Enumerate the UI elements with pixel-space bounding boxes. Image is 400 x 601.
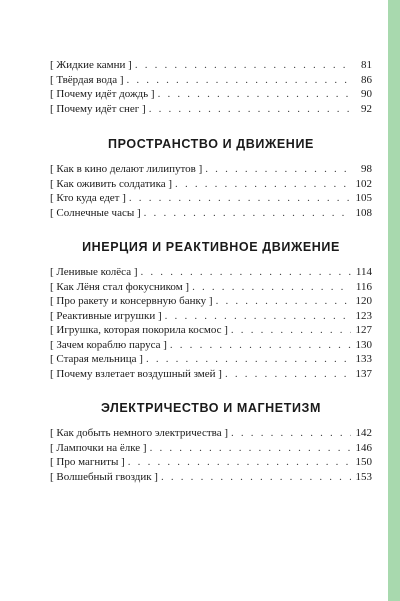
entry-page-number: 130 bbox=[355, 338, 372, 351]
entry-title: [ Зачем кораблю паруса ] bbox=[50, 338, 167, 351]
entry-page-number: 116 bbox=[355, 280, 372, 293]
dot-leader bbox=[141, 265, 352, 280]
entry-page-number: 108 bbox=[355, 206, 372, 219]
entry-page-number: 90 bbox=[361, 88, 372, 100]
dot-leader bbox=[161, 470, 351, 485]
toc-entry[interactable] bbox=[50, 162, 372, 177]
entry-page-number: 114 bbox=[355, 266, 372, 278]
entry-title: [ Ленивые колёса ] bbox=[50, 266, 138, 278]
entry-title: [ Почему идёт снег ] bbox=[50, 102, 146, 115]
dot-leader bbox=[127, 73, 352, 88]
toc-entry[interactable] bbox=[50, 367, 372, 382]
entry-title: [ Волшебный гвоздик ] bbox=[50, 470, 158, 483]
toc-entry[interactable] bbox=[50, 309, 372, 324]
toc-entry[interactable] bbox=[50, 58, 372, 73]
toc-entry[interactable] bbox=[50, 87, 372, 102]
entry-title: [ Кто куда едет ] bbox=[50, 192, 126, 204]
dot-leader bbox=[225, 367, 351, 382]
entry-title: [ Как добыть немного электричества ] bbox=[50, 427, 228, 439]
entry-title: [ Реактивные игрушки ] bbox=[50, 309, 162, 322]
toc-entry[interactable] bbox=[50, 294, 372, 309]
toc-entry[interactable] bbox=[50, 455, 372, 470]
toc-entry[interactable] bbox=[50, 441, 372, 456]
entry-page-number: 86 bbox=[361, 73, 372, 86]
entry-page-number: 142 bbox=[355, 427, 372, 439]
entry-page-number: 120 bbox=[355, 295, 372, 307]
page-edge-strip bbox=[388, 0, 400, 601]
entry-title: [ Жидкие камни ] bbox=[50, 59, 132, 71]
toc-entry[interactable] bbox=[50, 102, 372, 117]
dot-leader bbox=[158, 87, 351, 102]
dot-leader bbox=[192, 280, 351, 295]
entry-title: [ Про ракету и консервную банку ] bbox=[50, 295, 213, 307]
entry-page-number: 137 bbox=[355, 367, 372, 380]
section-heading: ПРОСТРАНСТВО И ДВИЖЕНИЕ bbox=[108, 137, 314, 151]
entry-title: [ Старая мельница ] bbox=[50, 353, 143, 365]
entry-title: [ Про магниты ] bbox=[50, 456, 125, 468]
entry-title: [ Как Лёня стал фокусником ] bbox=[50, 280, 190, 293]
entry-page-number: 81 bbox=[361, 59, 372, 71]
toc-entry[interactable] bbox=[50, 470, 372, 485]
dot-leader bbox=[150, 441, 351, 456]
entry-title: [ Лампочки на ёлке ] bbox=[50, 441, 147, 454]
dot-leader bbox=[231, 426, 351, 441]
dot-leader bbox=[129, 191, 351, 206]
dot-leader bbox=[170, 338, 351, 353]
dot-leader bbox=[175, 177, 351, 192]
toc-entry[interactable] bbox=[50, 280, 372, 295]
toc-entry[interactable] bbox=[50, 265, 372, 280]
toc-entry[interactable] bbox=[50, 338, 372, 353]
toc-entry[interactable] bbox=[50, 73, 372, 88]
entry-title: [ Почему идёт дождь ] bbox=[50, 88, 155, 100]
toc-entry[interactable] bbox=[50, 426, 372, 441]
dot-leader bbox=[128, 455, 351, 470]
dot-leader bbox=[144, 206, 351, 221]
dot-leader bbox=[135, 58, 351, 73]
entry-page-number: 127 bbox=[355, 324, 372, 336]
section-heading: ЭЛЕКТРИЧЕСТВО И МАГНЕТИЗМ bbox=[100, 401, 322, 415]
entry-title: [ Как в кино делают лилипутов ] bbox=[50, 163, 203, 175]
entry-page-number: 150 bbox=[355, 456, 372, 468]
entry-page-number: 123 bbox=[355, 309, 372, 322]
toc-section bbox=[50, 426, 372, 484]
entry-page-number: 105 bbox=[355, 192, 372, 204]
dot-leader bbox=[149, 102, 351, 117]
entry-page-number: 102 bbox=[355, 177, 372, 190]
entry-title: [ Игрушка, которая покорила космос ] bbox=[50, 324, 228, 336]
dot-leader bbox=[165, 309, 351, 324]
toc-entry[interactable] bbox=[50, 323, 372, 338]
entry-title: [ Почему взлетает воздушный змей ] bbox=[50, 367, 222, 380]
dot-leader bbox=[231, 323, 351, 338]
entry-title: [ Твёрдая вода ] bbox=[50, 73, 124, 86]
entry-page-number: 92 bbox=[361, 102, 372, 115]
dot-leader bbox=[146, 352, 351, 367]
toc-section bbox=[50, 265, 372, 381]
entry-page-number: 98 bbox=[361, 163, 372, 175]
toc-entry[interactable] bbox=[50, 177, 372, 192]
toc-entry[interactable] bbox=[50, 191, 372, 206]
entry-title: [ Как оживить солдатика ] bbox=[50, 177, 173, 190]
toc-section-continued bbox=[50, 58, 372, 116]
entry-page-number: 133 bbox=[355, 353, 372, 365]
entry-title: [ Солнечные часы ] bbox=[50, 206, 141, 219]
entry-page-number: 146 bbox=[355, 441, 372, 454]
table-of-contents bbox=[50, 58, 372, 484]
toc-entry[interactable] bbox=[50, 206, 372, 221]
dot-leader bbox=[216, 294, 351, 309]
entry-page-number: 153 bbox=[355, 470, 372, 483]
toc-entry[interactable] bbox=[50, 352, 372, 367]
section-heading: ИНЕРЦИЯ И РЕАКТИВНОЕ ДВИЖЕНИЕ bbox=[82, 240, 340, 254]
toc-section bbox=[50, 162, 372, 220]
dot-leader bbox=[205, 162, 351, 177]
